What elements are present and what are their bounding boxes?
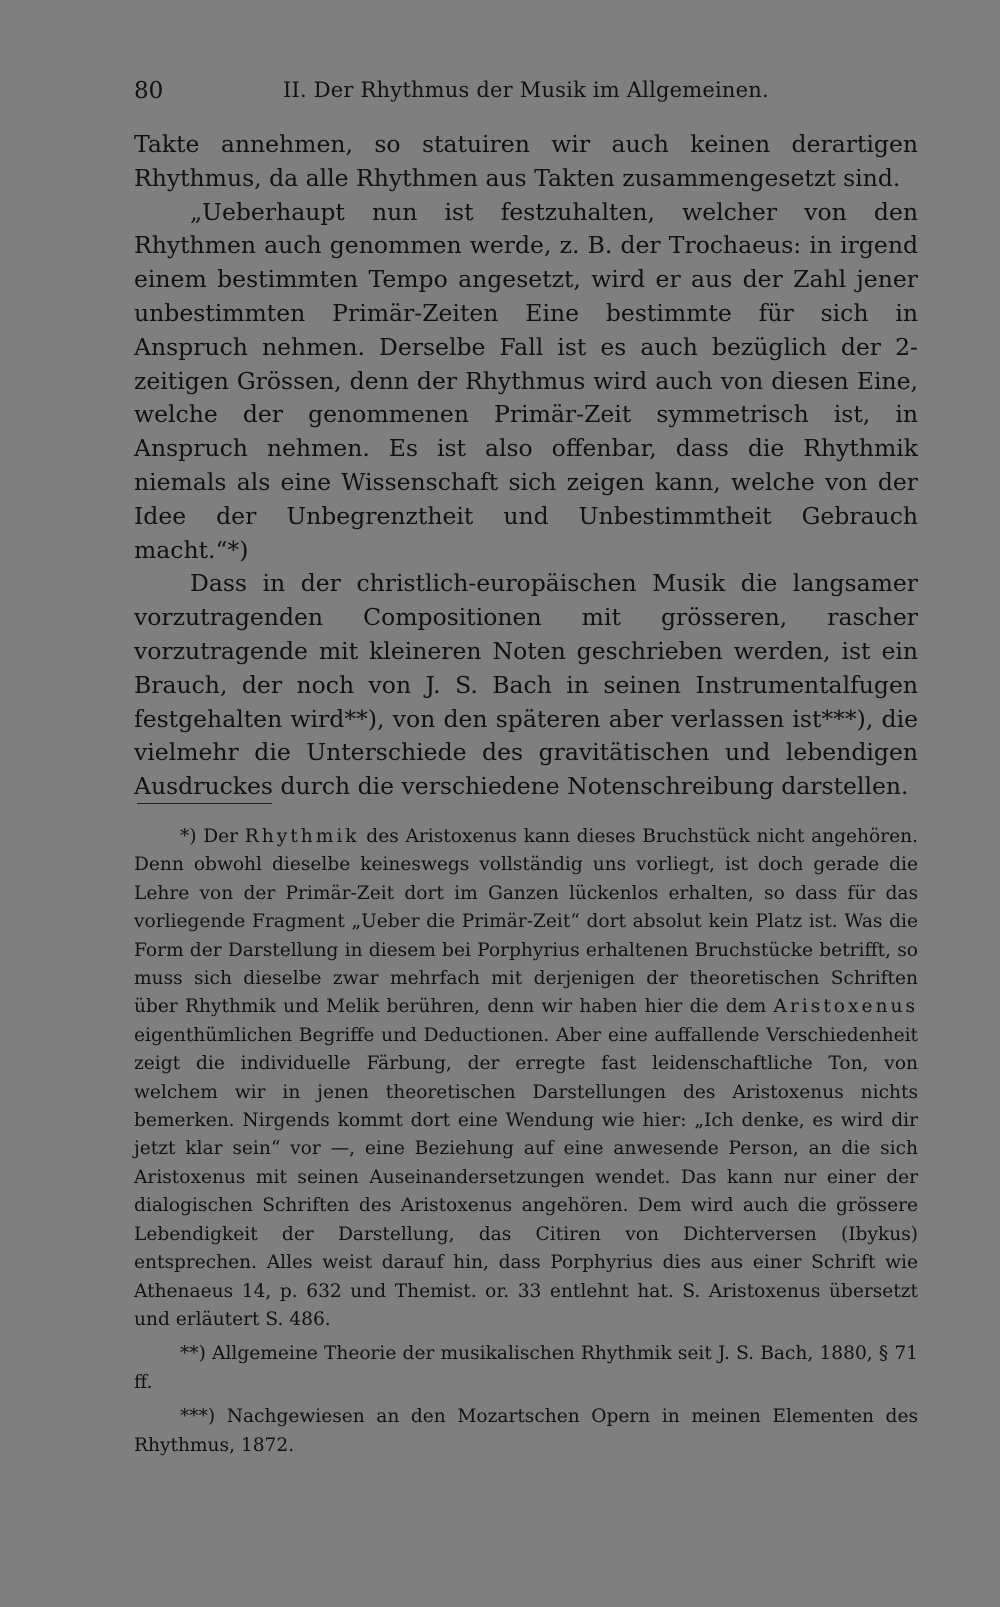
page-number: 80 xyxy=(134,78,164,104)
paragraph-1: Takte annehmen, so statuiren wir auch keinen derartigen Rhythmus, da alle Rhythmen aus Takten zusammengesetzt sind. xyxy=(134,130,918,192)
footnote-1-marker: *) Der xyxy=(180,826,239,847)
footnote-1-text-part-1: des Aristoxenus kann dieses Bruchstück nicht angehören. Denn obwohl dieselbe keineswegs vollständig uns vorliegt, ist doch gerade die Lehre von der Primär-Zeit dort im Ganzen lückenlos erhalten, so dass für das vorliegende Fragment „Ueber die Primär-Zeit“ dort absolut kein Platz ist. Was die Form der Darstellung in diesem bei Porphyrius erhaltenen Bruchstücke betrifft, so muss sich dieselbe zwar mehrfach mit derjenigen der theoretischen Schriften über Rhythmik und Melik berühren, denn wir haben hier die dem xyxy=(134,826,918,1018)
footnote-1 xyxy=(134,823,918,1334)
page-header xyxy=(134,78,920,108)
footnote-1-emphasis-aristoxenus: Aristoxenus xyxy=(773,996,918,1018)
footnote-1-emphasis-rhythmik: Rhythmik xyxy=(244,826,360,847)
main-text xyxy=(134,128,918,804)
footnotes xyxy=(134,823,918,1460)
footnote-1-text-part-2: eigenthümlichen Begriffe und Deductionen. Aber eine auffallende Verschiedenheit zeigt die individuelle Färbung, der erregte fast leidenschaftliche Ton, von welchem wir in jenen theoretischen Darstellungen des Aristoxenus nichts bemerken. Nirgends kommt dort eine Wendung wie hier: „Ich denke, es wird dir jetzt klar sein“ vor —, eine Beziehung auf eine anwesende Person, an die sich Aristoxenus mit seinen Auseinandersetzungen wendet. Das kann nur einer der dialogischen Schriften des Aristoxenus angehören. Dem wird auch die grössere Lebendigkeit der Darstellung, das Citiren von Dichterversen (Ibykus) entsprechen. Alles weist darauf hin, dass Porphyrius dies aus einer Schrift wie Athenaeus 14, p. 632 und Themist. or. 33 entlehnt hat. S. Aristoxenus übersetzt und erläutert S. 486. xyxy=(134,1024,918,1330)
footnote-divider xyxy=(137,803,272,804)
footnote-3: ***) Nachgewiesen an den Mozartschen Opern in meinen Elementen des Rhythmus, 1872. xyxy=(134,1406,918,1456)
running-head: II. Der Rhythmus der Musik im Allgemeinen. xyxy=(283,78,769,102)
paragraph-3: Dass in der christlich-europäischen Musik die langsamer vorzutragenden Compositionen mit grösseren, rascher vorzutragende mit kleineren Noten geschrieben werden, ist ein Brauch, der noch von J. S. Bach in seinen Instrumentalfugen festgehalten wird**), von den späteren aber verlassen ist***), die vielmehr die Unterschiede des gravitätischen und lebendigen Ausdruckes durch die verschiedene Notenschreibung darstellen. xyxy=(134,569,918,801)
paragraph-2-quotation: „Ueberhaupt nun ist festzuhalten, welcher von den Rhythmen auch genommen werde, z. B. der Trochaeus: in irgend einem bestimmten Tempo angesetzt, wird er aus der Zahl jener unbestimmten Primär-Zeiten Eine bestimmte für sich in Anspruch nehmen. Derselbe Fall ist es auch bezüglich der 2-zeitigen Grössen, denn der Rhythmus wird auch von diesen Eine, welche der genommenen Primär-Zeit symmetrisch ist, in Anspruch nehmen. Es ist also offenbar, dass die Rhythmik niemals als eine Wissenschaft sich zeigen kann, welche von der Idee der Unbegrenztheit und Unbestimmtheit Gebrauch macht.“*) xyxy=(134,197,918,564)
footnote-2: **) Allgemeine Theorie der musikalischen Rhythmik seit J. S. Bach, 1880, § 71 ff. xyxy=(134,1343,918,1393)
